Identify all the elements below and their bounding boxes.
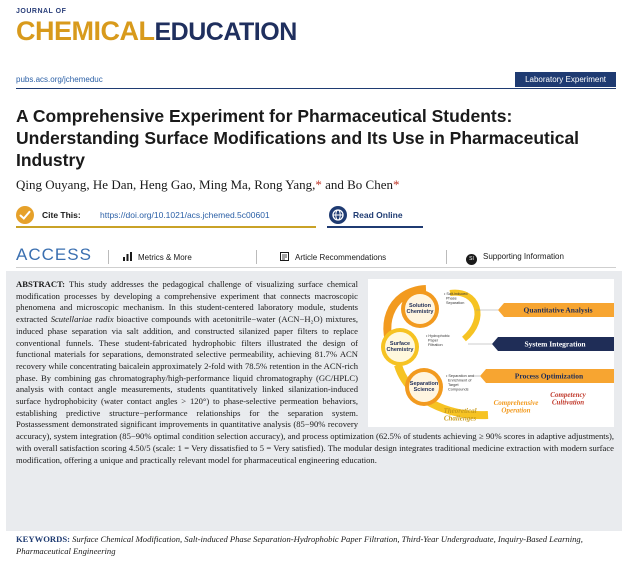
circle-label: Separation Science — [409, 381, 439, 393]
bar-label: Process Optimization — [514, 371, 584, 381]
authors-last: and Bo Chen — [321, 177, 393, 192]
circle-label: Solution Chemistry — [406, 303, 434, 315]
article-recommendations-link[interactable] — [280, 252, 386, 262]
corresponding-mark: * — [315, 177, 322, 192]
species-name: Scutellariae radix — [50, 314, 114, 325]
bar-label: Quantitative Analysis — [523, 305, 593, 315]
logo-journal-of: JOURNAL OF — [16, 8, 67, 15]
keywords-label: KEYWORDS: — [16, 534, 70, 544]
note-text: • Separation and Enrichment of Target Compounds — [446, 374, 475, 392]
keywords-text: Surface Chemical Modification, Salt-induced Phase Separation-Hydrophobic Paper Filtration, Third-Year Undergraduate, Inquiry-Based Learning, Pharmaceutical Engineering — [16, 534, 583, 556]
article-type-badge: Laboratory Experiment — [515, 72, 616, 87]
circle-label: Surface Chemistry — [386, 341, 414, 353]
metrics-link[interactable] — [123, 252, 192, 262]
header-bar — [16, 72, 616, 89]
article-title: A Comprehensive Experiment for Pharmaceutical Students: Understanding Surface Modifications and Its Use in Pharmaceutical Industry — [16, 106, 580, 170]
abstract-part2: bioactive compounds with acetonitrile−water (ACN−H₂O) mixtures, induced phase separation via salt addition, and constructed silanized paper filters to replace conventional funnels. These student-fabricated hydrophobic filters illustrated the design of functional materials for separations, demonstrated selective permeability, achieving 81.7% ACN recovery while concentrating baicalein approximately 2-fold with 78.5% retention in the ACN-rich phase. By combining gas chromatography/high-performance liquid chromatography (GC/HPLC) analysis with contact angle measurements, students quantitatively linked silanization-induced surface hydrophobicity (water contact angles > 120°) to phase-selective permeation behaviors, establishing predictive structure−performance relationships for the separation system. Postassessment demonstrated significant improvements in quantitative analysis (85−90% recovery accuracy), system integration (85−90% optimal condition selection accuracy), and process optimization (62.5% of students achieving ≥ 90% scores in adaptive adjustments), with overall satisfaction scoring 4.50/5 (scale: 1 = Very dissatisfied to 5 = Very satisfied). The modular design integrates traditional medicine extraction with modern surface modification, offering a unique and practically relevant model for pharmaceutical engineering education. — [16, 314, 614, 465]
authors-main: Qing Ouyang, He Dan, Heng Gao, Ming Ma, Rong Yang, — [16, 177, 316, 192]
cite-this-block — [16, 204, 316, 228]
document-icon — [280, 252, 289, 261]
read-online-button[interactable] — [327, 204, 423, 228]
logo-chemical: CHEMICAL — [16, 16, 155, 46]
cite-label: Cite This: — [42, 210, 81, 220]
bar-chart-icon — [123, 252, 132, 261]
divider — [108, 250, 109, 264]
abstract-text — [16, 279, 614, 466]
read-online-label: Read Online — [353, 210, 403, 220]
metrics-label: Metrics & More — [138, 253, 192, 262]
outcome-theoretical: Theoretical Challenges — [443, 407, 477, 423]
graphical-abstract — [368, 279, 614, 427]
doi-link[interactable]: https://doi.org/10.1021/acs.jchemed.5c00601 — [100, 210, 270, 220]
divider — [446, 250, 447, 264]
abstract-box — [6, 271, 622, 531]
note-text: • Hydrophobic Paper Filtration — [426, 334, 450, 347]
bar-label: System Integration — [524, 339, 586, 349]
outcome-operation: Comprehensive Operation — [493, 399, 539, 415]
supporting-information-label: Supporting Information — [483, 252, 564, 261]
article-recommendations-label: Article Recommendations — [295, 253, 387, 262]
access-bar — [16, 245, 616, 268]
journal-url-link[interactable]: pubs.acs.org/jchemeduc — [16, 75, 103, 84]
outcome-competency: Competency Cultivation — [550, 391, 586, 407]
si-icon: SI — [466, 254, 477, 265]
divider — [256, 250, 257, 264]
supporting-information-link[interactable] — [466, 252, 564, 265]
abstract-part1: This study addresses the pedagogical challenge of visualizing surface chemical modification processes by developing a comprehensive experiment that connects macroscopic phenomena and microscopic mechanism. In this student-centered laboratory module, students extracted — [16, 279, 358, 325]
logo-wordmark — [16, 16, 297, 47]
cite-icon — [16, 206, 34, 224]
keywords — [16, 534, 621, 557]
access-label: ACCESS — [16, 245, 92, 264]
logo-education: EDUCATION — [154, 18, 297, 46]
corresponding-mark: * — [392, 177, 400, 192]
note-text: • Salt-induced Phase Separation — [444, 292, 468, 305]
journal-logo — [16, 8, 297, 47]
abstract-label: ABSTRACT: — [16, 279, 66, 289]
globe-icon — [329, 206, 347, 224]
author-list — [16, 177, 399, 193]
